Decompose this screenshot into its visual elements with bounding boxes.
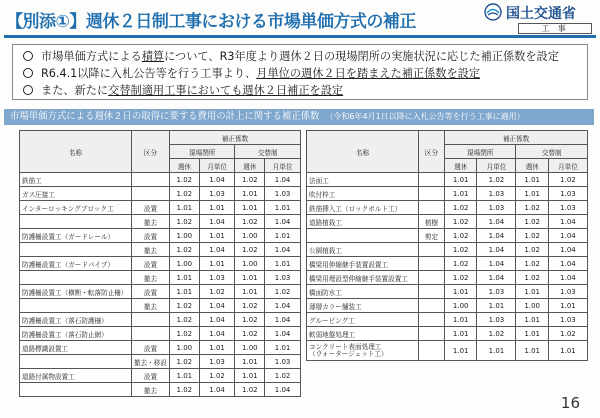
row-kubun: [419, 313, 445, 327]
page-number: 16: [560, 394, 580, 412]
table-row: [307, 257, 588, 271]
table-row: [20, 369, 301, 383]
coefficient-value: 1.04: [265, 313, 301, 327]
row-kubun: 撤去: [132, 383, 170, 397]
row-name: コンクリート表面処理工 （ウォータージェット工）: [307, 341, 419, 361]
coefficient-value: 1.03: [265, 271, 301, 285]
row-name: 道路標識設置工: [20, 341, 132, 355]
bullet-text: 市場単価方式による: [41, 49, 142, 63]
coefficient-value: 1.02: [516, 243, 548, 257]
coefficient-value: 1.02: [477, 327, 516, 341]
coefficient-value: 1.04: [199, 383, 235, 397]
coefficient-value: 1.02: [445, 271, 477, 285]
table-row: [307, 327, 588, 341]
table-banner: [4, 109, 594, 125]
coefficient-table-right: [306, 130, 588, 361]
row-name: 法面工: [307, 173, 419, 187]
coefficient-value: 1.04: [265, 173, 301, 187]
table-row: [20, 355, 301, 369]
row-name: [20, 299, 132, 313]
coefficient-value: 1.01: [235, 355, 265, 369]
row-name: [307, 229, 419, 243]
category-tag: 工 事: [518, 23, 592, 34]
coefficient-value: 1.01: [445, 173, 477, 187]
coefficient-value: 1.02: [445, 257, 477, 271]
coefficient-value: 1.01: [265, 201, 301, 215]
coefficient-value: 1.02: [516, 271, 548, 285]
row-kubun: 撤去: [132, 299, 170, 313]
header-weekly: 週休: [169, 159, 199, 173]
row-name: 防護柵設置工（ガードレール）: [20, 229, 132, 243]
coefficient-value: 1.00: [235, 229, 265, 243]
header-monthly: 月単位: [477, 159, 516, 173]
coefficient-value: 1.01: [516, 173, 548, 187]
row-kubun: 設置: [132, 285, 170, 299]
bullet-item: [23, 64, 577, 81]
coefficient-value: 1.03: [477, 313, 516, 327]
coefficient-value: 1.04: [265, 215, 301, 229]
coefficient-value: 1.02: [169, 187, 199, 201]
row-kubun: [132, 313, 170, 327]
row-name: 橋梁用伸縮継手装置設置工: [307, 257, 419, 271]
row-kubun: [132, 327, 170, 341]
coefficient-value: 1.03: [265, 355, 301, 369]
table-row: [20, 271, 301, 285]
coefficient-value: 1.04: [199, 313, 235, 327]
table-row: [20, 285, 301, 299]
coefficient-value: 1.04: [548, 271, 587, 285]
table-row: [20, 173, 301, 187]
coefficient-value: 1.01: [235, 271, 265, 285]
table-row: [307, 229, 588, 243]
row-name: [20, 271, 132, 285]
coefficient-value: 1.04: [477, 215, 516, 229]
row-name: [20, 215, 132, 229]
coefficient-value: 1.01: [265, 341, 301, 355]
coefficient-value: 1.01: [445, 327, 477, 341]
table-row: [20, 187, 301, 201]
row-name: 橋面防水工: [307, 285, 419, 299]
org-name: 国土交通省: [506, 6, 576, 22]
coefficient-value: 1.02: [235, 313, 265, 327]
coefficient-value: 1.03: [199, 355, 235, 369]
coefficient-value: 1.02: [548, 327, 587, 341]
coefficient-value: 1.01: [445, 187, 477, 201]
attachment-label: 【別添①】: [6, 12, 86, 32]
bullet-emphasis: 月単位の週休２日を踏まえた補正係数を設定: [256, 66, 481, 80]
row-kubun: [419, 341, 445, 361]
coefficient-value: 1.00: [445, 299, 477, 313]
table-row: [307, 285, 588, 299]
coefficient-value: 1.04: [265, 383, 301, 397]
row-kubun: [419, 299, 445, 313]
row-name: インターロッキングブロック工: [20, 201, 132, 215]
coefficient-value: 1.01: [516, 327, 548, 341]
row-kubun: 撤去: [132, 243, 170, 257]
coefficient-value: 1.03: [477, 201, 516, 215]
coefficient-value: 1.03: [265, 187, 301, 201]
coefficient-value: 1.02: [516, 229, 548, 243]
header-monthly: 月単位: [265, 159, 301, 173]
coefficient-value: 1.01: [169, 285, 199, 299]
coefficient-value: 1.01: [477, 299, 516, 313]
coefficient-value: 1.02: [548, 173, 587, 187]
coefficient-value: 1.02: [235, 299, 265, 313]
table-row: [307, 313, 588, 327]
coefficient-value: 1.02: [169, 383, 199, 397]
coefficient-value: 1.02: [265, 285, 301, 299]
summary-box: [12, 44, 588, 100]
coefficient-value: 1.03: [548, 285, 587, 299]
bullet-text: について、R3年度より週休２日の現場閉所の実施状況に応じた補正係数を設定: [164, 49, 559, 63]
coefficient-value: 1.00: [169, 257, 199, 271]
row-name: 防護柵設置工（落石防護柵）: [20, 313, 132, 327]
coefficient-value: 1.01: [235, 369, 265, 383]
row-name: グルーピング工: [307, 313, 419, 327]
page-title: [6, 7, 416, 32]
coefficient-value: 1.02: [445, 201, 477, 215]
coefficient-value: 1.01: [199, 341, 235, 355]
coefficient-value: 1.01: [445, 313, 477, 327]
coefficient-value: 1.02: [169, 173, 199, 187]
coefficient-value: 1.02: [199, 285, 235, 299]
coefficient-value: 1.01: [516, 187, 548, 201]
coefficient-value: 1.04: [199, 173, 235, 187]
coefficient-value: 1.02: [169, 327, 199, 341]
coefficient-value: 1.01: [199, 229, 235, 243]
row-name: 防護柵設置工（落石防止網）: [20, 327, 132, 341]
header-name: 名称: [20, 131, 132, 173]
coefficient-value: 1.01: [548, 341, 587, 361]
coefficient-value: 1.04: [265, 299, 301, 313]
coefficient-value: 1.01: [445, 285, 477, 299]
header-coefficient: 補正係数: [445, 131, 588, 145]
title-rule: [4, 35, 596, 38]
row-kubun: 撤去・移設: [132, 355, 170, 369]
title-text: 週休２日制工事における市場単価方式の補正: [85, 12, 416, 32]
table-row: [20, 201, 301, 215]
row-kubun: [419, 257, 445, 271]
header-shift-system: 交替制: [516, 145, 588, 159]
mlit-emblem-icon: [484, 3, 502, 21]
header-site-closure: 現場閉所: [169, 145, 235, 159]
table-row: [20, 215, 301, 229]
coefficient-value: 1.02: [235, 215, 265, 229]
table-row: [20, 313, 301, 327]
table-row: [307, 173, 588, 187]
coefficient-value: 1.04: [548, 229, 587, 243]
coefficient-value: 1.04: [199, 215, 235, 229]
header-monthly: 月単位: [548, 159, 587, 173]
banner-title: 市場単価方式による週休２日の取得に要する費用の計上に関する補正係数: [10, 111, 320, 122]
table-row: [307, 299, 588, 313]
row-name: [20, 355, 132, 369]
row-kubun: 剪定: [419, 229, 445, 243]
coefficient-value: 1.02: [445, 243, 477, 257]
coefficient-value: 1.03: [477, 285, 516, 299]
coefficient-value: 1.03: [199, 271, 235, 285]
coefficient-value: 1.02: [516, 257, 548, 271]
row-kubun: [419, 201, 445, 215]
coefficient-value: 1.04: [548, 257, 587, 271]
coefficient-value: 1.02: [445, 229, 477, 243]
row-kubun: 撤去: [132, 215, 170, 229]
row-kubun: [132, 187, 170, 201]
table-row: [20, 229, 301, 243]
table-row: [20, 257, 301, 271]
coefficient-value: 1.04: [477, 271, 516, 285]
row-name: 公園植栽工: [307, 243, 419, 257]
table-row: [307, 215, 588, 229]
circle-bullet-icon: [23, 68, 33, 78]
header-site-closure: 現場閉所: [445, 145, 516, 159]
coefficient-value: 1.01: [169, 271, 199, 285]
row-name: 防護柵設置工（ガードパイプ）: [20, 257, 132, 271]
coefficient-value: 1.01: [516, 341, 548, 361]
coefficient-value: 1.03: [548, 201, 587, 215]
bullet-emphasis: 交替制適用工事においても週休２日補正を設定: [108, 83, 344, 97]
row-kubun: [419, 173, 445, 187]
coefficient-value: 1.02: [265, 369, 301, 383]
row-kubun: [419, 327, 445, 341]
bullet-emphasis: 積算: [141, 49, 165, 63]
header-weekly: 週休: [516, 159, 548, 173]
coefficient-value: 1.04: [265, 327, 301, 341]
header-name: 名称: [307, 131, 419, 173]
table-row: [307, 201, 588, 215]
coefficient-value: 1.01: [516, 313, 548, 327]
coefficient-value: 1.02: [169, 313, 199, 327]
coefficient-value: 1.02: [235, 327, 265, 341]
coefficient-value: 1.02: [477, 173, 516, 187]
coefficient-value: 1.04: [199, 299, 235, 313]
header-kubun: 区分: [132, 131, 170, 173]
coefficient-value: 1.01: [265, 257, 301, 271]
table-header-row: [20, 131, 301, 145]
table-row: [20, 383, 301, 397]
header-weekly: 週休: [235, 159, 265, 173]
row-name: 軟弱地盤処理工: [307, 327, 419, 341]
header-shift-system: 交替制: [235, 145, 301, 159]
circle-bullet-icon: [23, 85, 33, 95]
row-kubun: 設置: [132, 229, 170, 243]
bullet-item: [23, 81, 577, 98]
coefficient-value: 1.02: [169, 355, 199, 369]
row-kubun: 撤去: [132, 271, 170, 285]
row-kubun: 設置: [132, 341, 170, 355]
row-kubun: 植樹: [419, 215, 445, 229]
table-row: [307, 341, 588, 361]
banner-note: （令和6年4月1日以降に入札公告等を行う工事に適用）: [325, 112, 525, 121]
table-row: [307, 271, 588, 285]
table-row: [20, 327, 301, 341]
title-bar: [0, 0, 600, 36]
table-row: [20, 299, 301, 313]
row-name: 道路植栽工: [307, 215, 419, 229]
row-kubun: [419, 243, 445, 257]
coefficient-value: 1.01: [169, 201, 199, 215]
coefficient-value: 1.01: [445, 341, 477, 361]
circle-bullet-icon: [23, 51, 33, 61]
header-weekly: 週休: [445, 159, 477, 173]
coefficient-value: 1.01: [477, 341, 516, 361]
coefficient-value: 1.00: [169, 229, 199, 243]
coefficient-value: 1.02: [445, 215, 477, 229]
row-name: 鉄筋挿入工（ロックボルト工）: [307, 201, 419, 215]
coefficient-value: 1.01: [265, 229, 301, 243]
coefficient-value: 1.04: [199, 327, 235, 341]
coefficient-value: 1.02: [169, 243, 199, 257]
row-name: 道路付属物設置工: [20, 369, 132, 383]
coefficient-value: 1.04: [199, 243, 235, 257]
row-name: 橋梁用埋設型伸縮継手装置設置工: [307, 271, 419, 285]
coefficient-value: 1.04: [548, 215, 587, 229]
coefficient-value: 1.02: [199, 369, 235, 383]
coefficient-value: 1.03: [548, 187, 587, 201]
coefficient-value: 1.04: [265, 243, 301, 257]
coefficient-value: 1.02: [235, 383, 265, 397]
header-coefficient: 補正係数: [169, 131, 300, 145]
row-kubun: [419, 285, 445, 299]
row-name: 鉄筋工: [20, 173, 132, 187]
bullet-item: [23, 47, 577, 64]
coefficient-value: 1.00: [235, 257, 265, 271]
coefficient-value: 1.00: [169, 341, 199, 355]
row-kubun: [419, 271, 445, 285]
coefficient-value: 1.01: [235, 201, 265, 215]
row-name: [20, 383, 132, 397]
header-kubun: 区分: [419, 131, 445, 173]
coefficient-value: 1.02: [169, 215, 199, 229]
row-kubun: 設置: [132, 369, 170, 383]
header-monthly: 月単位: [199, 159, 235, 173]
table-row: [20, 243, 301, 257]
coefficient-value: 1.00: [516, 299, 548, 313]
row-kubun: [419, 187, 445, 201]
table-row: [20, 341, 301, 355]
coefficient-value: 1.01: [169, 369, 199, 383]
bullet-text: また、新たに: [41, 83, 109, 97]
coefficient-value: 1.04: [548, 243, 587, 257]
coefficient-value: 1.02: [235, 173, 265, 187]
coefficient-value: 1.01: [516, 285, 548, 299]
coefficient-value: 1.01: [235, 285, 265, 299]
coefficient-value: 1.02: [516, 215, 548, 229]
coefficient-value: 1.03: [477, 187, 516, 201]
row-kubun: 設置: [132, 257, 170, 271]
coefficient-value: 1.01: [235, 187, 265, 201]
table-header-row: [307, 131, 588, 145]
coefficient-value: 1.04: [477, 229, 516, 243]
row-kubun: [132, 173, 170, 187]
coefficient-value: 1.04: [477, 243, 516, 257]
row-name: ガス圧接工: [20, 187, 132, 201]
coefficient-value: 1.01: [199, 201, 235, 215]
coefficient-value: 1.00: [235, 341, 265, 355]
bullet-text: R6.4.1以降に入札公告等を行う工事より、: [41, 66, 257, 80]
coefficient-table-left: [19, 130, 301, 397]
table-row: [307, 243, 588, 257]
row-name: [20, 243, 132, 257]
coefficient-value: 1.01: [199, 257, 235, 271]
coefficient-value: 1.02: [169, 299, 199, 313]
coefficient-value: 1.04: [477, 257, 516, 271]
coefficient-value: 1.03: [548, 313, 587, 327]
row-name: 吹付枠工: [307, 187, 419, 201]
row-name: 薄層カラー舗装工: [307, 299, 419, 313]
row-name: 防護柵設置工（横断・転落防止柵）: [20, 285, 132, 299]
table-row: [307, 187, 588, 201]
mlit-logo: [484, 3, 592, 21]
coefficient-value: 1.02: [516, 201, 548, 215]
coefficient-value: 1.03: [199, 187, 235, 201]
coefficient-value: 1.02: [235, 243, 265, 257]
coefficient-value: 1.01: [548, 299, 587, 313]
row-kubun: 設置: [132, 201, 170, 215]
